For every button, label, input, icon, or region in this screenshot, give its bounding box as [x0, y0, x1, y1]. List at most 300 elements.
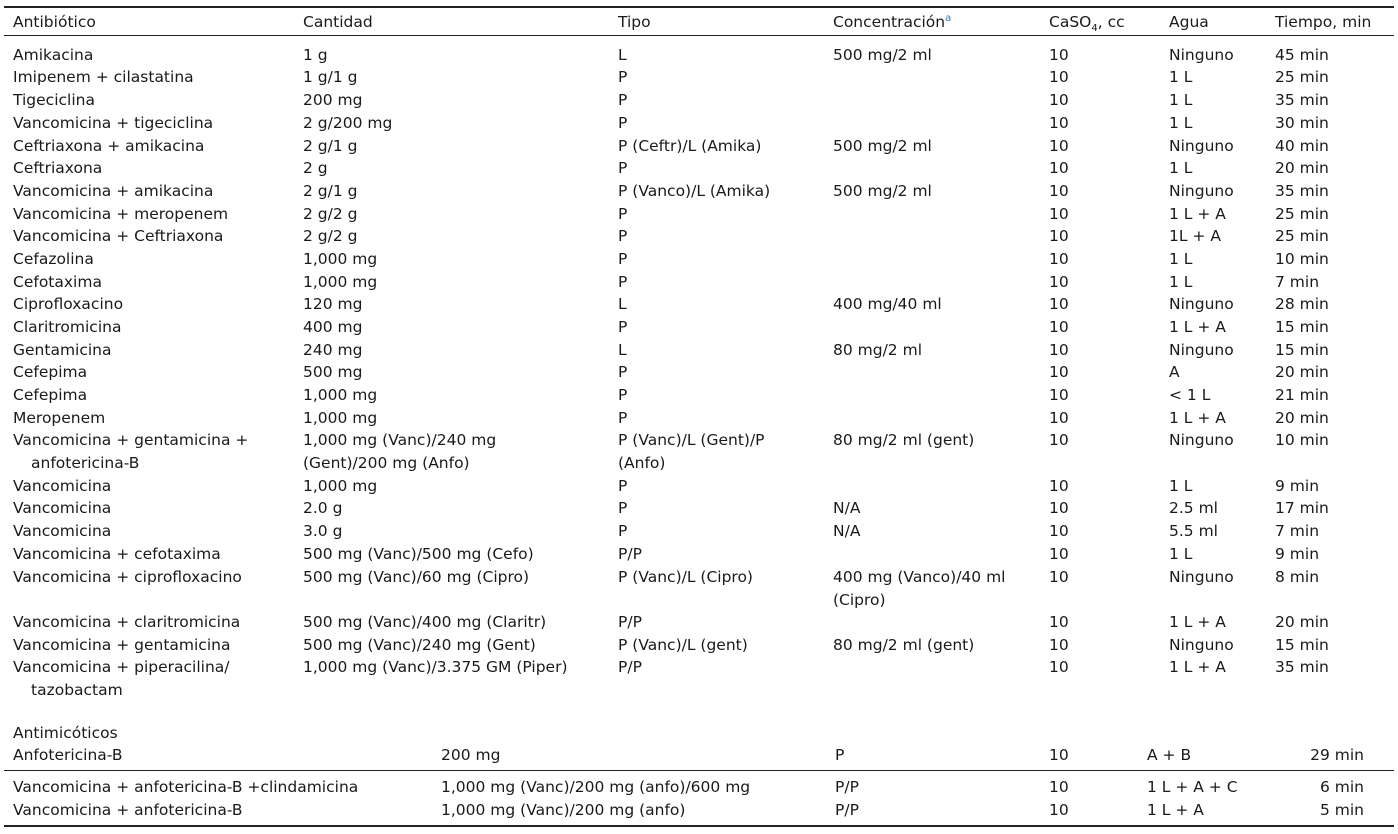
- cell-tiempo-line: 40 min: [1275, 137, 1329, 155]
- cell-tiempo-line: 9 min: [1275, 477, 1320, 495]
- cell-agua-line: 1 L: [1169, 250, 1193, 268]
- cell-tipo: [618, 316, 627, 339]
- cell-tipo: [618, 293, 627, 316]
- cell-agua: [1169, 656, 1226, 679]
- cell-tiempo: 6 min: [1319, 778, 1364, 796]
- cell-agua-line: 1 L: [1169, 114, 1193, 132]
- cell-cantidad: [303, 566, 529, 589]
- cell-antibiotico-line: Vancomicina + amikacina: [13, 182, 214, 200]
- cell-caso4-line: 10: [1049, 114, 1069, 132]
- cell-cantidad-line: 2 g: [303, 159, 328, 177]
- cell-agua-line: 1 L + A: [1169, 318, 1226, 336]
- cell-caso4-line: 10: [1049, 159, 1069, 177]
- cell-caso4-line: 10: [1049, 205, 1069, 223]
- cell-antibiotico-line: Vancomicina + gentamicina: [13, 636, 231, 654]
- cell-caso4: [1049, 157, 1069, 180]
- table-row: [0, 180, 1398, 203]
- cell-tiempo-line: 17 min: [1275, 499, 1329, 517]
- header-concentracion: [833, 11, 951, 34]
- table-row: [0, 44, 1398, 67]
- cell-agua: [1169, 157, 1192, 180]
- cell-tiempo: [1275, 429, 1329, 452]
- header-concentracion-label: Concentración: [833, 13, 946, 31]
- cell-tipo-line: P: [618, 386, 628, 404]
- cell-agua-line: A: [1169, 363, 1180, 381]
- cell-antibiotico-line: Cefepima: [13, 363, 88, 381]
- cell-tiempo-line: 9 min: [1275, 545, 1320, 563]
- cell-antibiotico: [13, 361, 87, 384]
- cell-cantidad: [303, 497, 342, 520]
- cell-antibiotico: [13, 180, 213, 203]
- antimicoticos-title: Antimicóticos: [13, 724, 118, 742]
- cell-tipo-line: P (Vanc)/L (gent): [618, 636, 748, 654]
- cell-caso4: [1049, 112, 1069, 135]
- cell-agua: [1169, 497, 1218, 520]
- table-row: [0, 339, 1398, 362]
- cell-cantidad-line: 500 mg (Vanc)/400 mg (Claritr): [303, 613, 547, 631]
- cell-antibiotico: Vancomicina + anfotericina-B +clindamicina: [13, 778, 359, 796]
- cell-tipo: [618, 89, 627, 112]
- cell-antibiotico: [13, 566, 242, 589]
- cell-tipo-line: P: [618, 250, 628, 268]
- table-row: [0, 203, 1398, 226]
- cell-concentracion-line: 80 mg/2 ml (gent): [833, 636, 975, 654]
- cell-antibiotico-line: Vancomicina: [13, 499, 112, 517]
- cell-agua-line: 1 L + A: [1169, 658, 1226, 676]
- header-caso4-label: CaSO: [1049, 13, 1092, 31]
- cell-tiempo: 29 min: [1310, 746, 1364, 764]
- cell-agua: [1169, 543, 1192, 566]
- table-row: [0, 543, 1398, 566]
- cell-tiempo: [1275, 89, 1329, 112]
- cell-antibiotico: [13, 112, 213, 135]
- cell-antibiotico-line: Gentamicina: [13, 341, 112, 359]
- cell-agua-line: < 1 L: [1169, 386, 1211, 404]
- cell-tiempo: [1275, 44, 1329, 67]
- cell-antibiotico: [13, 316, 121, 339]
- cell-caso4-line: 10: [1049, 477, 1069, 495]
- cell-caso4-line: 10: [1049, 182, 1069, 200]
- cell-tipo: [618, 611, 642, 634]
- table-row: [0, 384, 1398, 407]
- cell-cantidad-line: 2 g/1 g: [303, 182, 358, 200]
- cell-caso4: [1049, 497, 1069, 520]
- cell-cantidad: [303, 271, 377, 294]
- cell-tiempo-line: 10 min: [1275, 431, 1329, 449]
- cell-caso4-line: 10: [1049, 295, 1069, 313]
- table-row: [0, 656, 1398, 699]
- cell-cantidad-line: 500 mg (Vanc)/60 mg (Cipro): [303, 568, 530, 586]
- cell-caso4: [1049, 384, 1069, 407]
- cell-cantidad-line: 500 mg (Vanc)/500 mg (Cefo): [303, 545, 534, 563]
- cell-antibiotico-line: Ceftriaxona + amikacina: [13, 137, 205, 155]
- cell-tiempo: [1275, 203, 1329, 226]
- cell-antibiotico-line: Vancomicina + meropenem: [13, 205, 229, 223]
- cell-cantidad: [303, 157, 328, 180]
- cell-agua: [1169, 611, 1226, 634]
- cell-agua-line: Ninguno: [1169, 341, 1234, 359]
- antimicoticos-title-row: [0, 722, 1398, 745]
- cell-antibiotico-line: Cefotaxima: [13, 273, 102, 291]
- cell-agua-line: Ninguno: [1169, 137, 1234, 155]
- cell-tipo-line: P (Vanco)/L (Amika): [618, 182, 771, 200]
- cell-agua-line: Ninguno: [1169, 46, 1234, 64]
- cell-antibiotico-line: Ciprofloxacino: [13, 295, 124, 313]
- cell-tipo: [618, 135, 761, 158]
- cell-antibiotico: [13, 89, 95, 112]
- cell-antibiotico: [13, 203, 228, 226]
- cell-cantidad-line: 1 g: [303, 46, 328, 64]
- cell-antibiotico-line: Vancomicina + ciprofloxacino: [13, 568, 242, 586]
- cell-tiempo-line: 35 min: [1275, 182, 1329, 200]
- cell-cantidad-line: 200 mg: [303, 91, 363, 109]
- cell-agua-line: Ninguno: [1169, 295, 1234, 313]
- cell-tiempo-line: 7 min: [1275, 522, 1320, 540]
- cell-agua: [1169, 429, 1234, 452]
- cell-agua-line: Ninguno: [1169, 636, 1234, 654]
- cell-caso4-line: 10: [1049, 613, 1069, 631]
- cell-tiempo: 5 min: [1319, 801, 1364, 819]
- cell-tiempo: [1275, 361, 1329, 384]
- cell-tipo-line: L: [618, 46, 627, 64]
- cell-cantidad-line: 3.0 g: [303, 522, 343, 540]
- cell-tiempo-line: 20 min: [1275, 363, 1329, 381]
- cell-cantidad: [303, 656, 568, 679]
- cell-tipo-line: P (Ceftr)/L (Amika): [618, 137, 762, 155]
- cell-tiempo: [1275, 293, 1329, 316]
- cell-concentracion-line: N/A: [833, 522, 861, 540]
- cell-concentracion-line: 80 mg/2 ml (gent): [833, 431, 975, 449]
- cell-agua: [1169, 89, 1192, 112]
- cell-tipo: [618, 566, 753, 589]
- cell-tipo: [618, 543, 642, 566]
- cell-caso4-line: 10: [1049, 386, 1069, 404]
- cell-caso4: [1049, 656, 1069, 679]
- cell-tiempo: [1275, 656, 1329, 679]
- cell-antibiotico-line: Vancomicina + claritromicina: [13, 613, 241, 631]
- cell-tipo: [618, 634, 748, 657]
- cell-tiempo-line: 45 min: [1275, 46, 1329, 64]
- cell-caso4: [1049, 339, 1069, 362]
- cell-cantidad: 1,000 mg (Vanc)/200 mg (anfo): [441, 801, 686, 819]
- cell-tipo-line: P: [618, 159, 628, 177]
- cell-cantidad-line: 2 g/200 mg: [303, 114, 393, 132]
- cell-tiempo-line: 25 min: [1275, 227, 1329, 245]
- cell-antibiotico-line: Amikacina: [13, 46, 94, 64]
- cell-concentracion: [833, 520, 860, 543]
- cell-cantidad: 200 mg: [441, 746, 501, 764]
- cell-tipo-line: P: [618, 273, 628, 291]
- cell-antibiotico-line: Imipenem + cilastatina: [13, 68, 194, 86]
- cell-antibiotico-line: Vancomicina + Ceftriaxona: [13, 227, 224, 245]
- table-row: [0, 407, 1398, 430]
- cell-agua-line: 1 L: [1169, 477, 1193, 495]
- cell-tiempo: [1275, 271, 1319, 294]
- cell-antibiotico-line: Vancomicina + gentamicina +: [13, 431, 249, 449]
- cell-antibiotico-line-2: tazobactam: [31, 681, 123, 699]
- cell-antibiotico: [13, 271, 102, 294]
- cell-concentracion: [833, 339, 922, 362]
- table-row: [0, 361, 1398, 384]
- cell-cantidad-line: 120 mg: [303, 295, 363, 313]
- cell-caso4-line: 10: [1049, 568, 1069, 586]
- cell-concentracion-line: 500 mg/2 ml: [833, 182, 932, 200]
- cell-tipo-line: L: [618, 295, 627, 313]
- cell-tipo: [618, 384, 627, 407]
- cell-tipo-line: P/P: [618, 613, 642, 631]
- cell-tiempo: [1275, 634, 1329, 657]
- header-cantidad: Cantidad: [303, 13, 373, 31]
- cell-tiempo-line: 25 min: [1275, 68, 1329, 86]
- cell-cantidad-line: 1,000 mg (Vanc)/240 mg: [303, 431, 497, 449]
- cell-caso4: [1049, 407, 1069, 430]
- cell-caso4: [1049, 180, 1069, 203]
- cell-agua-line: Ninguno: [1169, 182, 1234, 200]
- cell-agua: [1169, 316, 1226, 339]
- cell-cantidad-line: 400 mg: [303, 318, 363, 336]
- cell-caso4: [1049, 225, 1069, 248]
- cell-antibiotico-line: Tigeciclina: [13, 91, 95, 109]
- cell-tiempo-line: 30 min: [1275, 114, 1329, 132]
- antimicotico-row: [0, 799, 1398, 822]
- cell-caso4: [1049, 316, 1069, 339]
- cell-cantidad: [303, 44, 328, 67]
- cell-agua-line: 1 L + A: [1169, 409, 1226, 427]
- cell-antibiotico-line: Vancomicina + piperacilina/: [13, 658, 230, 676]
- cell-agua: [1169, 407, 1226, 430]
- cell-tipo-line: P: [618, 68, 628, 86]
- cell-tipo: P/P: [835, 801, 859, 819]
- cell-agua: [1169, 339, 1234, 362]
- cell-concentracion: [833, 566, 1005, 612]
- cell-concentracion: [833, 429, 974, 452]
- cell-tipo: [618, 66, 627, 89]
- cell-antibiotico-line: Meropenem: [13, 409, 106, 427]
- cell-caso4-line: 10: [1049, 250, 1069, 268]
- cell-caso4-line: 10: [1049, 636, 1069, 654]
- cell-tipo: [618, 248, 627, 271]
- cell-concentracion-line: 400 mg/40 ml: [833, 295, 942, 313]
- cell-tiempo: [1275, 316, 1329, 339]
- table-row: [0, 271, 1398, 294]
- cell-tiempo-line: 35 min: [1275, 658, 1329, 676]
- cell-tipo: [618, 44, 627, 67]
- cell-tiempo: [1275, 611, 1329, 634]
- cell-cantidad-line: 1,000 mg (Vanc)/3.375 GM (Piper): [303, 658, 568, 676]
- cell-antibiotico: [13, 520, 111, 543]
- cell-agua-line: Ninguno: [1169, 431, 1234, 449]
- cell-tiempo: [1275, 475, 1319, 498]
- cell-caso4: [1049, 44, 1069, 67]
- cell-agua: [1169, 44, 1234, 67]
- cell-antibiotico: [13, 339, 112, 362]
- cell-agua: [1169, 112, 1192, 135]
- cell-caso4: 10: [1049, 746, 1069, 764]
- cell-tiempo-line: 20 min: [1275, 159, 1329, 177]
- cell-concentracion: [833, 293, 942, 316]
- cell-tiempo: [1275, 339, 1329, 362]
- cell-tiempo: [1275, 157, 1329, 180]
- cell-agua: [1169, 566, 1234, 589]
- cell-antibiotico: [13, 429, 248, 475]
- cell-antibiotico: [13, 611, 240, 634]
- header-agua: Agua: [1169, 13, 1209, 31]
- cell-cantidad: [303, 543, 534, 566]
- cell-antibiotico-line: Vancomicina + tigeciclina: [13, 114, 214, 132]
- cell-caso4-line: 10: [1049, 46, 1069, 64]
- cell-cantidad: [303, 293, 362, 316]
- cell-antibiotico: [13, 384, 87, 407]
- cell-concentracion: [833, 497, 860, 520]
- cell-antibiotico: [13, 293, 123, 316]
- cell-antibiotico-line-2: anfotericina-B: [31, 454, 140, 472]
- cell-caso4-line: 10: [1049, 341, 1069, 359]
- cell-tipo-line: P (Vanc)/L (Gent)/P: [618, 431, 765, 449]
- cell-caso4-line: 10: [1049, 137, 1069, 155]
- cell-agua: [1169, 475, 1192, 498]
- cell-caso4: [1049, 135, 1069, 158]
- cell-agua-line: 1 L: [1169, 545, 1193, 563]
- cell-antibiotico-line: Ceftriaxona: [13, 159, 103, 177]
- cell-cantidad: [303, 475, 377, 498]
- cell-antibiotico: [13, 225, 223, 248]
- cell-antibiotico-line: Vancomicina: [13, 477, 112, 495]
- cell-tiempo-line: 20 min: [1275, 409, 1329, 427]
- cell-tiempo: [1275, 566, 1319, 589]
- cell-cantidad: [303, 112, 392, 135]
- cell-tiempo-line: 15 min: [1275, 636, 1329, 654]
- cell-tiempo: [1275, 384, 1329, 407]
- cell-tipo: [618, 180, 770, 203]
- cell-cantidad: [303, 135, 357, 158]
- cell-tiempo-line: 20 min: [1275, 613, 1329, 631]
- cell-tiempo: [1275, 135, 1329, 158]
- cell-tiempo-line: 21 min: [1275, 386, 1329, 404]
- header-caso4-unit: , cc: [1097, 13, 1125, 31]
- table-row: [0, 611, 1398, 634]
- table-row: [0, 248, 1398, 271]
- cell-tipo-line: P (Vanc)/L (Cipro): [618, 568, 753, 586]
- cell-cantidad-line: 1 g/1 g: [303, 68, 358, 86]
- cell-tiempo: [1275, 407, 1329, 430]
- cell-caso4-line: 10: [1049, 409, 1069, 427]
- header-antibiotico: Antibiótico: [13, 13, 96, 31]
- cell-concentracion: [833, 135, 932, 158]
- cell-tipo: [618, 361, 627, 384]
- antimicotico-row: [0, 776, 1398, 799]
- cell-tiempo: [1275, 497, 1329, 520]
- cell-tipo-line: P: [618, 318, 628, 336]
- cell-caso4: [1049, 429, 1069, 452]
- cell-caso4: 10: [1049, 801, 1069, 819]
- cell-cantidad-line-2: (Gent)/200 mg (Anfo): [303, 454, 470, 472]
- header-tipo: Tipo: [618, 13, 651, 31]
- cell-caso4-line: 10: [1049, 273, 1069, 291]
- cell-tipo-line: P: [618, 205, 628, 223]
- cell-antibiotico: [13, 656, 230, 702]
- cell-tipo-line: P: [618, 227, 628, 245]
- cell-cantidad: [303, 66, 357, 89]
- cell-caso4: [1049, 66, 1069, 89]
- cell-tipo-line: P/P: [618, 545, 642, 563]
- cell-agua: [1169, 248, 1192, 271]
- cell-cantidad-line: 2.0 g: [303, 499, 343, 517]
- cell-agua: [1169, 135, 1234, 158]
- cell-tiempo: [1275, 225, 1329, 248]
- cell-antibiotico: [13, 157, 102, 180]
- cell-cantidad: [303, 407, 377, 430]
- header-tiempo: Tiempo, min: [1275, 13, 1372, 31]
- cell-caso4: [1049, 611, 1069, 634]
- cell-agua-line: 1 L: [1169, 159, 1193, 177]
- header-caso4: [1049, 11, 1125, 34]
- cell-concentracion-line: 500 mg/2 ml: [833, 46, 932, 64]
- cell-tiempo-line: 35 min: [1275, 91, 1329, 109]
- cell-antibiotico-line: Vancomicina + cefotaxima: [13, 545, 221, 563]
- cell-agua: [1169, 384, 1210, 407]
- cell-tipo-line-2: (Anfo): [618, 454, 666, 472]
- cell-antibiotico: [13, 135, 204, 158]
- cell-cantidad-line: 2 g/2 g: [303, 227, 358, 245]
- cell-tipo-line: P: [618, 91, 628, 109]
- cell-concentracion: [833, 180, 932, 203]
- cell-tiempo: [1275, 248, 1329, 271]
- cell-tiempo-line: 25 min: [1275, 205, 1329, 223]
- cell-tiempo: [1275, 112, 1329, 135]
- cell-caso4-line: 10: [1049, 91, 1069, 109]
- cell-caso4-line: 10: [1049, 431, 1069, 449]
- cell-antibiotico-line: Vancomicina: [13, 522, 112, 540]
- cell-caso4: [1049, 520, 1069, 543]
- cell-tiempo: [1275, 180, 1329, 203]
- table-row: [0, 520, 1398, 543]
- cell-cantidad: [303, 429, 496, 475]
- table-row: [0, 135, 1398, 158]
- cell-caso4-line: 10: [1049, 227, 1069, 245]
- cell-agua: [1169, 66, 1192, 89]
- table-row: [0, 316, 1398, 339]
- cell-caso4: 10: [1049, 778, 1069, 796]
- cell-tipo: [618, 339, 627, 362]
- table-row: [0, 429, 1398, 472]
- bottom-rule: [4, 825, 1394, 827]
- cell-caso4: [1049, 634, 1069, 657]
- header-rule: [4, 35, 1394, 36]
- cell-caso4-line: 10: [1049, 318, 1069, 336]
- cell-cantidad: [303, 248, 377, 271]
- cell-concentracion-line: 500 mg/2 ml: [833, 137, 932, 155]
- table-row: [0, 475, 1398, 498]
- cell-concentracion-line: 80 mg/2 ml: [833, 341, 923, 359]
- cell-tipo-line: P: [618, 522, 628, 540]
- cell-tipo: P: [835, 746, 845, 764]
- cell-caso4-line: 10: [1049, 545, 1069, 563]
- cell-agua-line: 1 L: [1169, 273, 1193, 291]
- cell-antibiotico-line: Claritromicina: [13, 318, 122, 336]
- top-rule: [4, 6, 1394, 8]
- cell-tipo: [618, 656, 642, 679]
- cell-agua-line: 1 L: [1169, 91, 1193, 109]
- cell-agua: [1169, 225, 1221, 248]
- cell-tipo: [618, 203, 627, 226]
- cell-antibiotico: Anfotericina-B: [13, 746, 123, 764]
- cell-agua: 1 L + A: [1147, 801, 1204, 819]
- cell-cantidad-line: 1,000 mg: [303, 273, 378, 291]
- cell-tiempo-line: 10 min: [1275, 250, 1329, 268]
- cell-caso4-line: 10: [1049, 363, 1069, 381]
- table-row: [0, 225, 1398, 248]
- cell-caso4: [1049, 543, 1069, 566]
